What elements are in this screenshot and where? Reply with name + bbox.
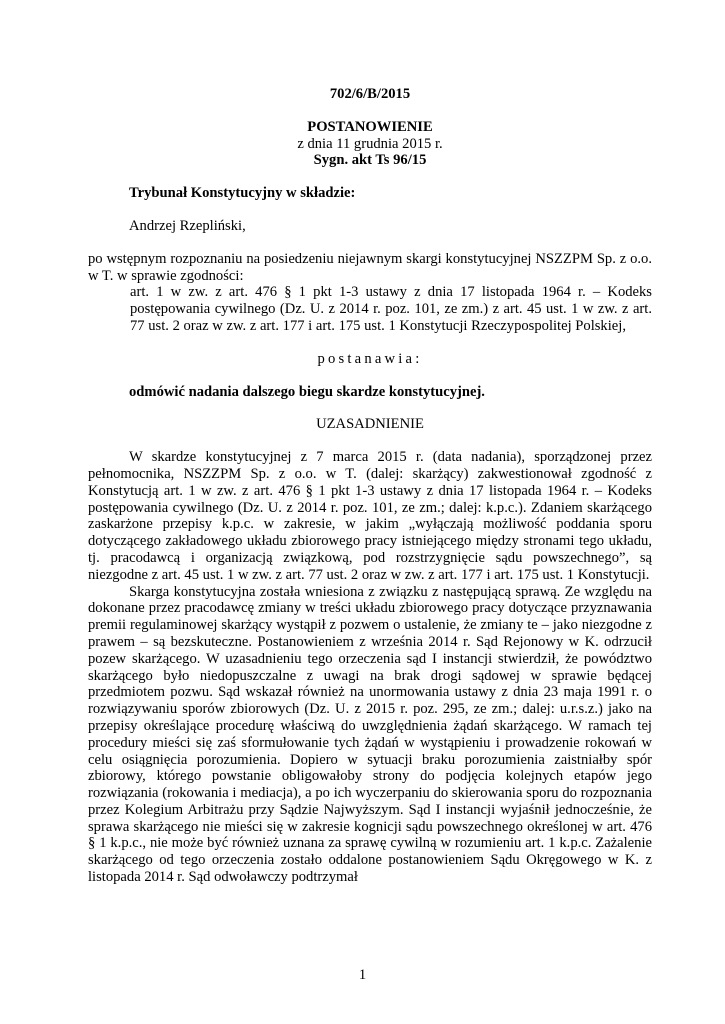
justification-paragraph: Skarga konstytucyjna została wniesiona z związku z następującą sprawą. Ze względu na dokonane przez pracodawcę zmiany w treści układu zbiorowego pracy dotyczące przyznawania premii regulaminowej skarżący wystąpił z pozwem o ustalenie, że zmiany te – jako niezgodne z prawem – są bezskuteczne. Postanowieniem z września 2014 r. Sąd Rejonowy w K. odrzucił pozew skarżącego. W uzasadnieniu tego orzeczenia sąd I instancji stwierdził, że powództwo skarżącego było niedopuszczalne z uwagi na brak drogi sądowej w sprawie będącej przedmiotem pozwu. Sąd wskazał również na unormowania ustawy z dnia 23 maja 1991 r. o rozwiązywaniu sporów zbiorowych (Dz. U. z 2015 r. poz. 295, ze zm.; dalej: u.r.s.z.) jako na przepisy określające procedurę właściwą do uwzględnienia żądań skarżącego. W ramach tej procedury mieści się zaś sformułowanie tych żądań w wystąpieniu i prowadzenie rokowań w celu osiągnięcia porozumienia. Dopiero w sytuacji braku porozumienia zaistniałby spór zbiorowy, którego powstanie obligowałoby strony do podjęcia kolejnych etapów jego rozwiązania (rokowania i mediacja), a po ich wyczerpaniu do skierowania sporu do rozpoznania przez Kolegium Arbitrażu przy Sądzie Najwyższym. Sąd I instancji wyjaśnił jednocześnie, że sprawa skarżącego nie mieści się w zakresie kognicji sądu powszechnego określonej w art. 476 § 1 k.p.c., nie może być również uznana za sprawę cywilną w rozumieniu art. 1 k.p.c. Zażalenie skarżącego od tego orzeczenia zostało oddalone postanowieniem Sądu Okręgowego w K. z listopada 2014 r. Sąd odwoławczy podtrzymał — [88, 583, 652, 886]
justification-body — [88, 449, 652, 886]
document-number: 702/6/B/2015 — [329, 86, 411, 102]
ruling-header: postanawia: — [317, 350, 423, 367]
case-signature: Sygn. akt Ts 96/15 — [313, 152, 427, 169]
court-composition: Trybunał Konstytucyjny w składzie: — [129, 185, 356, 202]
judge-name: Andrzej Rzepliński, — [129, 217, 246, 234]
justification-header: UZASADNIENIE — [316, 416, 424, 433]
subject-paragraph: art. 1 w zw. z art. 476 § 1 pkt 1-3 ustawy z dnia 17 listopada 1964 r. – Kodeks postępowania cywilnego (Dz. U. z 2014 r. poz. 101, ze zm.) z art. 45 ust. 1 w zw. z art. 77 ust. 2 oraz w zw. z art. 177 i art. 175 ust. 1 Konstytucji Rzeczypospolitej Polskiej, — [130, 284, 652, 334]
title-block — [88, 119, 652, 169]
document-page — [88, 80, 652, 886]
intro-paragraph: po wstępnym rozpoznaniu na posiedzeniu niejawnym skargi konstytucyjnej NSZZPM Sp. z o.o. w T. w sprawie zgodności: — [88, 250, 652, 284]
page-number: 1 — [358, 967, 367, 983]
document-type: POSTANOWIENIE — [307, 118, 433, 135]
ruling-text: odmówić nadania dalszego biegu skardze konstytucyjnej. — [129, 383, 485, 400]
document-date: z dnia 11 grudnia 2015 r. — [297, 135, 443, 152]
justification-paragraph: W skardze konstytucyjnej z 7 marca 2015 r. (data nadania), sporządzonej przez pełnomocnika, NSZZPM Sp. z o.o. w T. (dalej: skarżący) zakwestionował zgodność z Konstytucją art. 1 w zw. z art. 476 § 1 pkt 1-3 ustawy z dnia 17 listopada 1964 r. – Kodeks postępowania cywilnego (Dz. U. z 2014 r. poz. 101, ze zm.; dalej: k.p.c.). Zdaniem skarżącego zaskarżone przepisy k.p.c. w zakresie, w jakim „wyłączają możliwość poddania sporu dotyczącego zakładowego układu zbiorowego pracy istniejącego między stronami tego układu, tj. pracodawcą i organizacją związkową, pod rozstrzygnięcie sądu powszechnego”, są niezgodne z art. 45 ust. 1 w zw. z art. 77 ust. 2 oraz w zw. z art. 177 i art. 175 ust. 1 Konstytucji. — [88, 449, 652, 583]
